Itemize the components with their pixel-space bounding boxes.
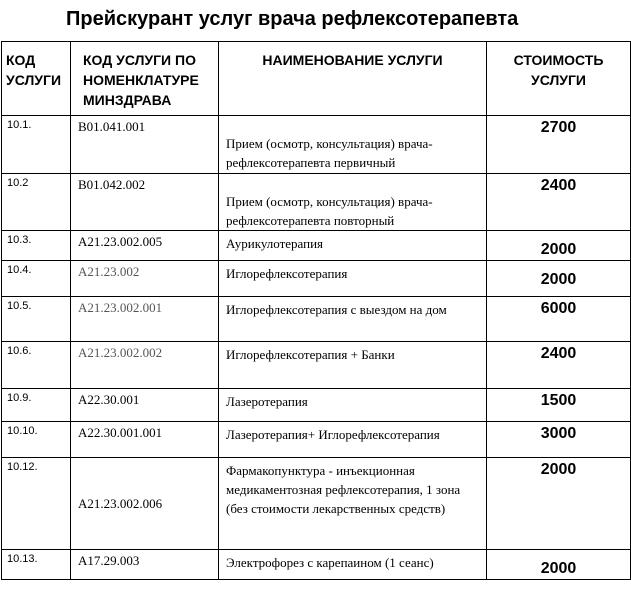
service-price: 3000 — [487, 422, 631, 458]
service-price: 2400 — [487, 342, 631, 389]
service-code: 10.3. — [2, 231, 71, 261]
service-code: 10.13. — [2, 550, 71, 580]
service-code: 10.5. — [2, 297, 71, 342]
mz-code: A21.23.002.002 — [71, 342, 219, 389]
service-price: 2700 — [487, 116, 631, 174]
service-name: Прием (осмотр, консультация) врача-рефлексотерапевта повторный — [219, 174, 487, 231]
table-row — [2, 550, 631, 580]
mz-code: A22.30.001.001 — [71, 422, 219, 458]
service-code: 10.9. — [2, 389, 71, 422]
service-price: 6000 — [487, 297, 631, 342]
service-code: 10.1. — [2, 116, 71, 174]
service-code: 10.12. — [2, 458, 71, 550]
service-code: 10.4. — [2, 261, 71, 297]
mz-code: B01.041.001 — [71, 116, 219, 174]
header-code: КОД УСЛУГИ — [2, 42, 71, 116]
service-name: Лазеротерапия+ Иглорефлексотерапия — [219, 422, 487, 458]
service-name: Прием (осмотр, консультация) врача-рефлексотерапевта первичный — [219, 116, 487, 174]
mz-code: A21.23.002.001 — [71, 297, 219, 342]
service-price: 2000 — [487, 261, 631, 297]
service-price: 2000 — [487, 550, 631, 580]
service-code: 10.6. — [2, 342, 71, 389]
service-price: 1500 — [487, 389, 631, 422]
table-row — [2, 342, 631, 389]
service-name: Иглорефлексотерапия — [219, 261, 487, 297]
mz-code: A21.23.002.005 — [71, 231, 219, 261]
table-row — [2, 458, 631, 550]
table-header-row — [2, 42, 631, 116]
service-code: 10.2 — [2, 174, 71, 231]
service-name: Лазеротерапия — [219, 389, 487, 422]
service-price: 2000 — [487, 458, 631, 550]
service-name: Иглорефлексотерапия с выездом на дом — [219, 297, 487, 342]
mz-code: A21.23.002 — [71, 261, 219, 297]
table-row — [2, 422, 631, 458]
service-price: 2000 — [487, 231, 631, 261]
table-row — [2, 231, 631, 261]
mz-code: A21.23.002.006 — [71, 458, 219, 550]
header-service-name: НАИМЕНОВАНИЕ УСЛУГИ — [219, 42, 487, 116]
service-name: Иглорефлексотерапия + Банки — [219, 342, 487, 389]
mz-code: B01.042.002 — [71, 174, 219, 231]
mz-code: A22.30.001 — [71, 389, 219, 422]
service-name: Электрофорез с карепаином (1 сеанс) — [219, 550, 487, 580]
service-name: Аурикулотерапия — [219, 231, 487, 261]
header-mz-code: КОД УСЛУГИ ПО НОМЕНКЛАТУРЕ МИНЗДРАВА — [71, 42, 219, 116]
service-code: 10.10. — [2, 422, 71, 458]
table-row — [2, 261, 631, 297]
header-price: СТОИМОСТЬ УСЛУГИ — [487, 42, 631, 116]
price-table — [1, 41, 631, 580]
service-name: Фармакопунктура - инъекционная медикаментозная рефлексотерапия, 1 зона (без стоимости лекарственных средств) — [219, 458, 487, 550]
table-row — [2, 116, 631, 174]
service-price: 2400 — [487, 174, 631, 231]
table-row — [2, 174, 631, 231]
mz-code: A17.29.003 — [71, 550, 219, 580]
table-row — [2, 389, 631, 422]
page-title: Прейскурант услуг врача рефлексотерапевта — [66, 8, 519, 30]
table-row — [2, 297, 631, 342]
